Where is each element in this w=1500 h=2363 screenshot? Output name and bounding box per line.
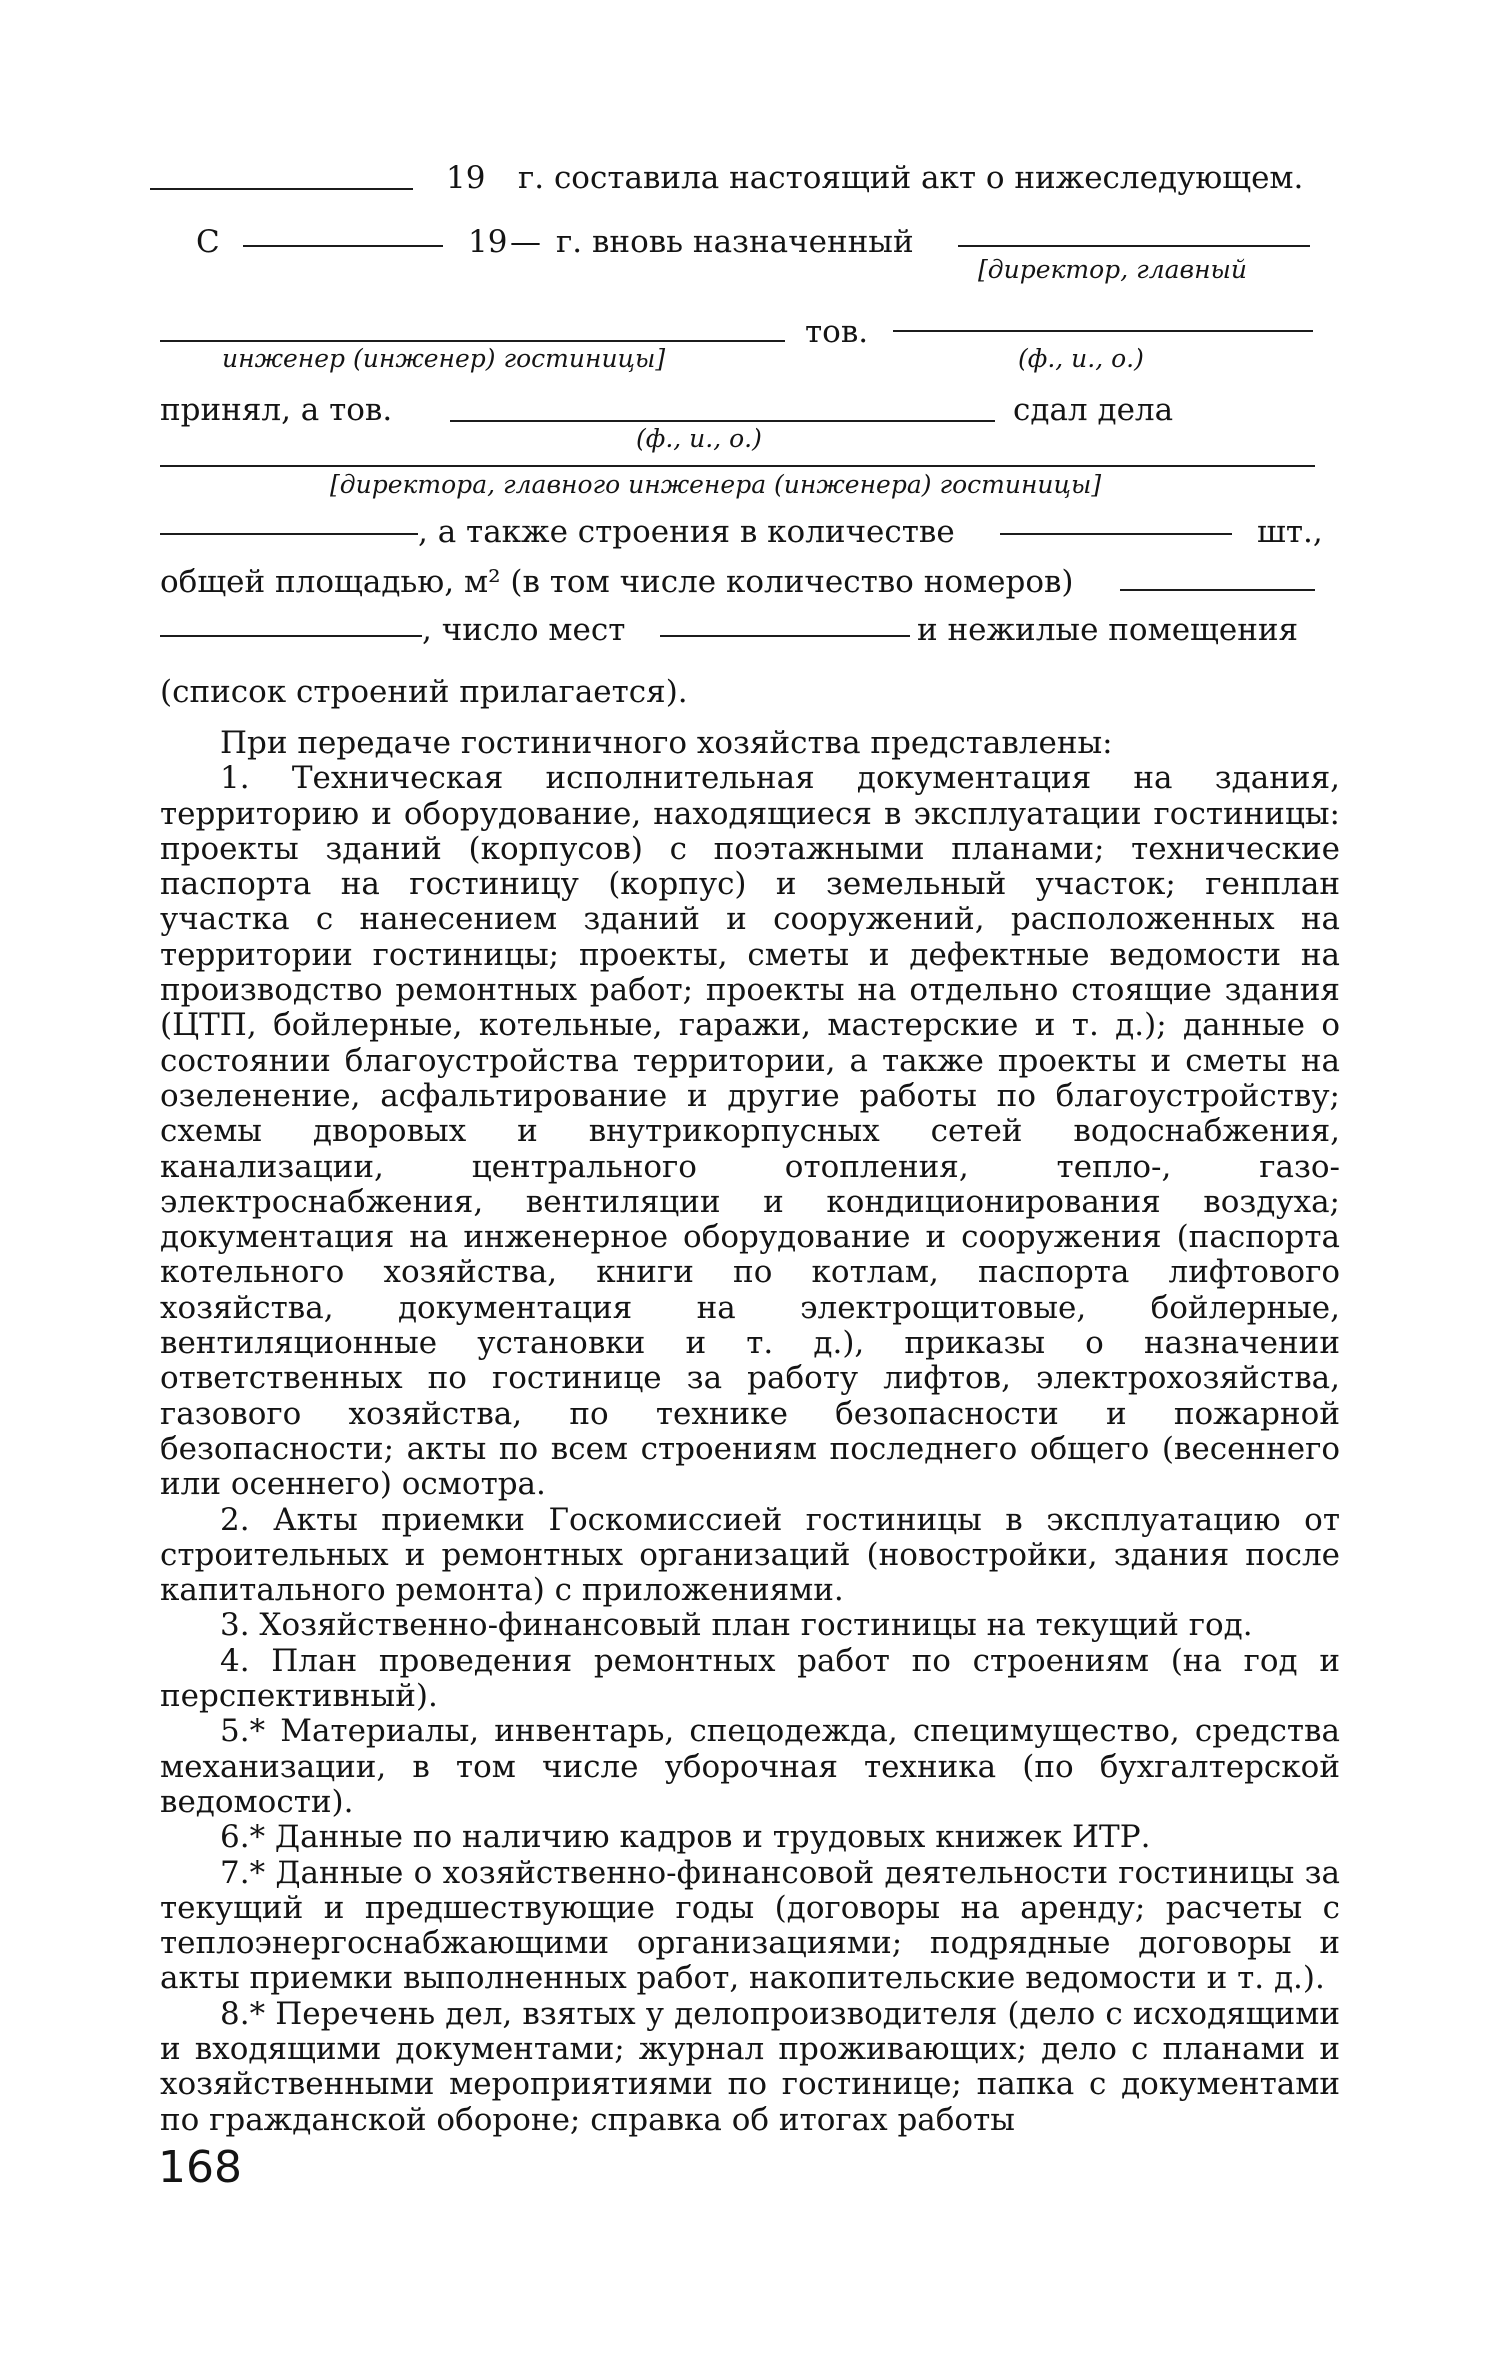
caption-fio-new: (ф., и., о.) <box>1018 344 1144 373</box>
blank-line-area <box>160 635 422 637</box>
form-line-6-unit: шт., <box>1257 514 1323 550</box>
paragraph-item-5: 5.* Материалы, инвентарь, спецодежда, специмущество, средства механизации, в том числе уборочная техника (по бухгалтерской ведомости). <box>160 1713 1340 1820</box>
form-line-6-text: , а также строения в количестве <box>418 514 955 550</box>
form-line-4-handed: сдал дела <box>1013 392 1174 428</box>
form-line-8-seats: , число мест <box>422 612 626 648</box>
blank-line-old-position <box>160 465 1315 467</box>
form-line-8-nonres: и нежилые помещения <box>917 612 1299 648</box>
caption-director-chief: [директор, главный <box>978 255 1248 284</box>
caption-engineer: инженер (инженер) гостиницы] <box>222 344 666 373</box>
paragraph-item-2: 2. Акты приемки Госкомиссией гостиницы в эксплуатацию от строительных и ремонтных организаций (новостройки, здания после капитального ремонта) с приложениями. <box>160 1501 1340 1609</box>
paragraph-item-6: 6.* Данные по наличию кадров и трудовых книжек ИТР. <box>220 1819 1151 1856</box>
form-line-1-year: 19 <box>446 160 486 196</box>
body-text <box>160 726 1340 2138</box>
blank-line-position <box>958 245 1310 247</box>
blank-line-from-date <box>243 245 443 247</box>
caption-old-position: [директора, главного инженера (инженера) гостиницы] <box>330 470 1102 499</box>
paragraph-item-1: 1. Техническая исполнительная документация на здания, территорию и оборудование, находящиеся в эксплуатации гостиницы: проекты зданий (корпусов) с поэтажными планами; технические паспорта на гостиницу (корпус) и земельный участок; генплан участка с нанесением зданий и сооружений, расположенных на территории гостиницы; проекты, сметы и дефектные ведомости на производство ремонтных работ; проекты на отдельно стоящие здания (ЦТП, бойлерные, котельные, гаражи, мастерские и т. д.); данные о состоянии благоустройства территории, а также проекты и сметы на озеленение, асфальтирование и другие работы по благоустройству; схемы дворовых и внутрикорпусных сетей водоснабжения, канализации, центрального отопления, тепло-, газо-электроснабжения, вентиляции и кондиционирования воздуха; документация на инженерное оборудование и сооружения (паспорта котельного хозяйства, книги по котлам, паспорта лифтового хозяйства, документация на электрощитовые, бойлерные, вентиляционные установки и т. д.), приказы о назначении ответственных по гостинице за работу лифтов, электрохозяйства, газового хозяйства, по технике безопасности и пожарной безопасности; акты по всем строениям последнего общего (весеннего или осеннего) осмотра. <box>160 760 1340 1503</box>
form-line-3-tov: тов. <box>805 314 869 350</box>
caption-fio-old: (ф., и., о.) <box>636 424 762 453</box>
blank-line-date <box>150 188 413 190</box>
paragraph-intro: При передаче гостиничного хозяйства представлены: <box>220 725 1113 761</box>
form-line-4-accepted: принял, а тов. <box>160 392 393 428</box>
blank-line-name-new <box>893 330 1313 332</box>
form-line-2-text: г. вновь назначенный <box>556 224 914 260</box>
form-line-7-text: общей площадью, м² (в том числе количество номеров) <box>160 564 1074 600</box>
blank-line-object <box>160 533 418 535</box>
form-line-2-from: С <box>196 224 220 260</box>
paragraph-item-3: 3. Хозяйственно-финансовый план гостиницы на текущий год. <box>220 1607 1253 1644</box>
page-number: 168 <box>158 2142 242 2193</box>
paragraph-item-8: 8.* Перечень дел, взятых у делопроизводителя (дело с исходящими и входящими документами; журнал проживающих; дело с планами и хозяйственными мероприятиями по гостинице; папка с документами по гражданской обороне; справка об итогах работы <box>160 1995 1340 2138</box>
form-line-2-year: 19 <box>468 224 508 260</box>
blank-line-position-cont <box>160 340 785 342</box>
form-line-1-text: г. составила настоящий акт о нижеследующем. <box>518 160 1304 196</box>
paragraph-item-7: 7.* Данные о хозяйственно-финансовой деятельности гостиницы за текущий и предшествующие годы (договоры на аренду; расчеты с теплоэнергоснабжающими организациями; подрядные договоры и акты приемки выполненных работ, накопительские ведомости и т. д.). <box>160 1854 1340 1997</box>
blank-line-building-count <box>1000 533 1232 535</box>
blank-line-name-old <box>450 420 995 422</box>
paragraph-item-4: 4. План проведения ремонтных работ по строениям (на год и перспективный). <box>160 1642 1340 1715</box>
blank-line-seats <box>660 635 910 637</box>
form-line-9-text: (список строений прилагается). <box>160 674 688 710</box>
form-line-2-dash: — <box>510 224 541 260</box>
blank-line-room-count <box>1120 589 1315 591</box>
